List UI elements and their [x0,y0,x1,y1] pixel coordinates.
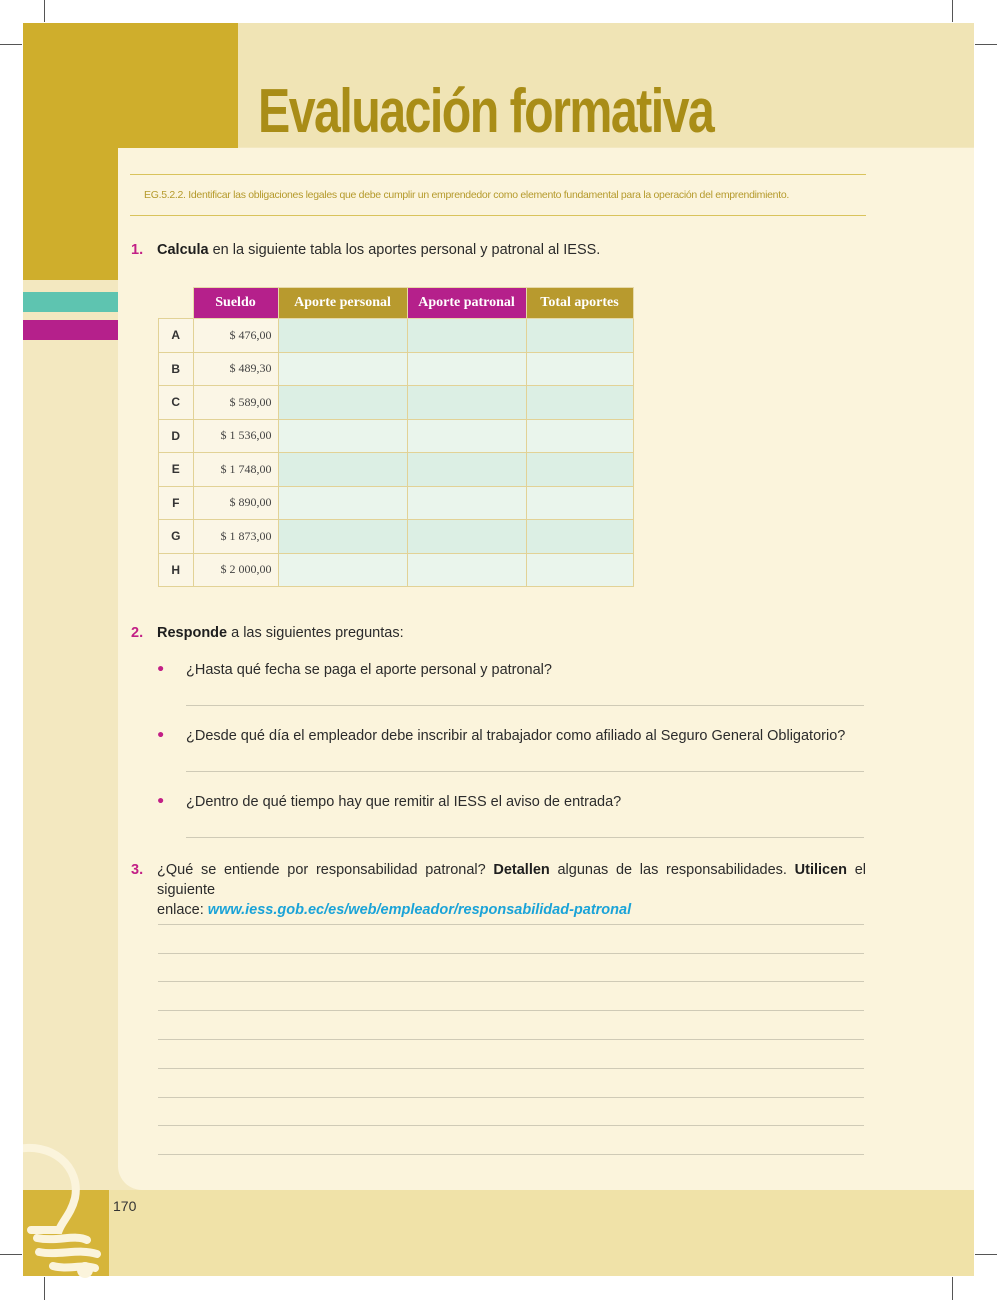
row-letter: C [159,386,194,420]
aporte-patronal-cell[interactable] [407,453,526,487]
question-part: algunas de las responsabilidades. [549,862,795,878]
aporte-patronal-cell[interactable] [407,553,526,587]
row-letter: G [159,520,194,554]
aporte-patronal-cell[interactable] [407,352,526,386]
header-total-aportes: Total aportes [526,288,633,319]
row-sueldo: $ 1 873,00 [193,520,278,554]
crop-mark [975,44,997,45]
aporte-personal-cell[interactable] [278,486,407,520]
aporte-personal-cell[interactable] [278,520,407,554]
row-letter: E [159,453,194,487]
total-aportes-cell[interactable] [526,486,633,520]
question-rest: a las siguientes preguntas: [227,625,404,641]
table-row [159,486,634,520]
teal-accent-bar [23,292,119,312]
answer-line[interactable] [158,1097,864,1098]
sub-question-3: ¿Dentro de qué tiempo hay que remitir al IESS el aviso de entrada? [186,794,622,810]
header-aporte-personal: Aporte personal [278,288,407,319]
total-aportes-cell[interactable] [526,386,633,420]
answer-line[interactable] [158,1068,864,1069]
sub-question-2: ¿Desde qué día el empleador debe inscribir al trabajador como afiliado al Seguro General Obligatorio? [186,728,846,744]
aporte-personal-cell[interactable] [278,419,407,453]
crop-mark [975,1254,997,1255]
aporte-patronal-cell[interactable] [407,486,526,520]
bullet-icon: • [156,794,166,810]
row-letter: F [159,486,194,520]
aporte-personal-cell[interactable] [278,319,407,353]
crop-mark [0,1254,22,1255]
total-aportes-cell[interactable] [526,352,633,386]
question-part: ¿Qué se entiende por responsabilidad patronal? [157,862,494,878]
answer-line[interactable] [158,1039,864,1040]
row-sueldo: $ 476,00 [193,319,278,353]
bullet-icon: • [156,662,166,678]
total-aportes-cell[interactable] [526,553,633,587]
footer-band [23,1190,974,1276]
header-aporte-patronal: Aporte patronal [407,288,526,319]
iess-contributions-table [158,287,634,587]
answer-line[interactable] [158,953,864,954]
answer-line[interactable] [158,1154,864,1155]
table-row [159,319,634,353]
aporte-patronal-cell[interactable] [407,419,526,453]
table-header-blank [159,288,194,319]
page-title: Evaluación formativa [258,77,714,146]
row-sueldo: $ 589,00 [193,386,278,420]
table-row [159,419,634,453]
total-aportes-cell[interactable] [526,453,633,487]
row-sueldo: $ 2 000,00 [193,553,278,587]
row-letter: D [159,419,194,453]
table-row [159,520,634,554]
question-line-1 [157,860,866,900]
row-sueldo: $ 890,00 [193,486,278,520]
question-text [157,860,866,920]
crop-mark [952,0,953,22]
answer-line[interactable] [158,1010,864,1011]
table-row [159,386,634,420]
table-row [159,352,634,386]
row-letter: A [159,319,194,353]
table-header-row [159,288,634,319]
aporte-patronal-cell[interactable] [407,520,526,554]
row-sueldo: $ 1 536,00 [193,419,278,453]
question-verb: Responde [157,625,228,641]
question-verb: Detallen [493,862,550,878]
total-aportes-cell[interactable] [526,419,633,453]
crop-mark [44,0,45,22]
aporte-patronal-cell[interactable] [407,386,526,420]
question-number: 3. [131,862,144,878]
sub-question-1: ¿Hasta qué fecha se paga el aporte personal y patronal? [186,662,552,678]
question-part: el siguiente [157,862,866,898]
row-sueldo: $ 1 748,00 [193,453,278,487]
page-number: 170 [113,1198,137,1214]
question-text [157,242,600,258]
magenta-accent-bar [23,320,119,340]
total-aportes-cell[interactable] [526,319,633,353]
objective-text: EG.5.2.2. Identificar las obligaciones legales que debe cumplir un emprendedor como elemento fundamental para la operación del emprendimiento. [144,189,789,201]
question-rest: en la siguiente tabla los aportes personal y patronal al IESS. [208,242,601,258]
question-number: 2. [131,625,144,641]
aporte-personal-cell[interactable] [278,453,407,487]
crop-mark [952,1277,953,1300]
aporte-personal-cell[interactable] [278,553,407,587]
question-2 [131,625,831,645]
table-row [159,453,634,487]
learning-objective [130,174,866,216]
answer-line[interactable] [186,771,864,772]
question-1 [131,242,831,262]
question-part: enlace: [157,902,208,918]
bullet-icon: • [156,728,166,744]
row-sueldo: $ 489,30 [193,352,278,386]
answer-line[interactable] [158,1125,864,1126]
crop-mark [44,1277,45,1300]
crop-mark [0,44,22,45]
answer-line[interactable] [158,924,864,925]
row-letter: H [159,553,194,587]
answer-line[interactable] [158,981,864,982]
question-3 [131,860,866,920]
header-sueldo: Sueldo [193,288,278,319]
answer-line[interactable] [186,705,864,706]
lightbulb-icon [23,1138,113,1278]
row-letter: B [159,352,194,386]
aporte-patronal-cell[interactable] [407,319,526,353]
answer-line[interactable] [186,837,864,838]
total-aportes-cell[interactable] [526,520,633,554]
question-verb: Utilicen [794,862,848,878]
iess-link[interactable]: www.iess.gob.ec/es/web/empleador/responsabilidad-patronal [207,902,632,918]
question-verb: Calcula [157,242,209,258]
table-row [159,553,634,587]
question-text [157,625,404,641]
question-number: 1. [131,242,144,258]
aporte-personal-cell[interactable] [278,386,407,420]
aporte-personal-cell[interactable] [278,352,407,386]
